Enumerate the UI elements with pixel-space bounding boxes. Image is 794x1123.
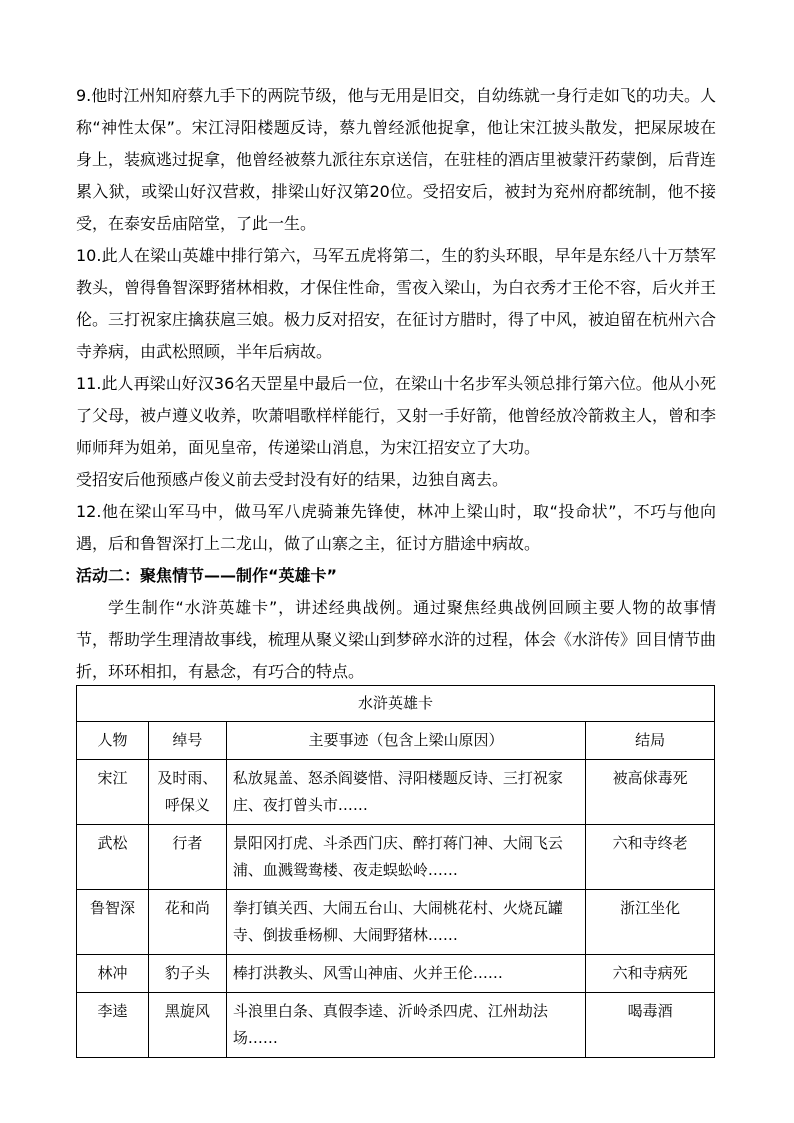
cell-character: 宋江: [77, 760, 149, 825]
cell-deeds: 棒打洪教头、风雪山神庙、火并王伦……: [226, 955, 585, 993]
document-body: [76, 80, 716, 688]
cell-ending: 六和寺终老: [586, 825, 715, 890]
table-row: [77, 993, 715, 1058]
header-ending: 结局: [586, 722, 715, 760]
table-header-row: [77, 722, 715, 760]
cell-deeds: 私放晁盖、怒杀阎婆惜、浔阳楼题反诗、三打祝家庄、夜打曾头市……: [226, 760, 585, 825]
cell-ending: 六和寺病死: [586, 955, 715, 993]
table-row: [77, 825, 715, 890]
table-caption: 水浒英雄卡: [77, 686, 715, 722]
header-deeds: 主要事迹（包含上梁山原因）: [226, 722, 585, 760]
cell-character: 林冲: [77, 955, 149, 993]
cell-nickname: 行者: [148, 825, 226, 890]
cell-deeds: 拳打镇关西、大闹五台山、大闹桃花村、火烧瓦罐寺、倒拔垂杨柳、大闹野猪林……: [226, 890, 585, 955]
table-row: [77, 890, 715, 955]
cell-deeds: 斗浪里白条、真假李逵、沂岭杀四虎、江州劫法场……: [226, 993, 585, 1058]
cell-ending: 喝毒酒: [586, 993, 715, 1058]
paragraph-11: 11.此人再梁山好汉36名天罡星中最后一位，在梁山十名步军头领总排行第六位。他从小死了父母，被卢遵义收养，吹萧唱歌样样能行，又射一手好箭，他曾经放冷箭救主人，曾和李师师拜为姐弟，面见皇帝，传递梁山消息，为宋江招安立了大功。: [76, 374, 717, 457]
cell-deeds: 景阳冈打虎、斗杀西门庆、醉打蒋门神、大闹飞云浦、血溅鸳鸯楼、夜走蜈蚣岭……: [226, 825, 585, 890]
header-character: 人物: [77, 722, 149, 760]
paragraph-9: 9.他时江州知府蔡九手下的两院节级，他与无用是旧交，自幼练就一身行走如飞的功夫。人称“神性太保”。宋江浔阳楼题反诗，蔡九曾经派他捉拿，他让宋江披头散发，把屎尿坡在身上，装疯逃过捉拿，他曾经被蔡九派往东京送信，在驻桂的酒店里被蒙汗药蒙倒，后背连累入狱，或梁山好汉营救，排梁山好汉第20位。受招安后，被封为兖州府都统制，他不接受，在泰安岳庙陪堂，了此一生。: [76, 86, 717, 233]
cell-ending: 浙江坐化: [586, 890, 715, 955]
activity-heading: 活动二：聚焦情节——制作“英雄卡”: [76, 566, 338, 585]
header-nickname: 绰号: [148, 722, 226, 760]
cell-nickname: 及时雨、呼保义: [148, 760, 226, 825]
paragraph-10: 10.此人在梁山英雄中排行第六，马军五虎将第二，生的豹头环眼，早年是东经八十万禁军教头，曾得鲁智深野猪林相救，才保住性命，雪夜入梁山，为白衣秀才王伦不容，后火并王伦。三打祝家庄擒获扈三娘。极力反对招安，在征讨方腊时，得了中风，被迫留在杭州六合寺养病，由武松照顾，半年后病故。: [76, 246, 717, 361]
cell-nickname: 黑旋风: [148, 993, 226, 1058]
cell-character: 李逵: [77, 993, 149, 1058]
table-caption-row: [77, 686, 715, 722]
paragraph-12: 12.他在梁山军马中，做马军八虎骑兼先锋使，林冲上梁山时，取“投命状”，不巧与他向遇，后和鲁智深打上二龙山，做了山寨之主，征讨方腊途中病故。: [76, 502, 716, 553]
hero-card-table: [76, 685, 715, 1058]
activity-intro: 学生制作“水浒英雄卡”，讲述经典战例。通过聚焦经典战例回顾主要人物的故事情节，帮助学生理清故事线，梳理从聚义梁山到梦碎水浒的过程，体会《水浒传》回目情节曲折，环环相扣，有悬念，有巧合的特点。: [76, 598, 717, 681]
cell-character: 鲁智深: [77, 890, 149, 955]
cell-character: 武松: [77, 825, 149, 890]
cell-nickname: 豹子头: [148, 955, 226, 993]
paragraph-11-continued: 受招安后他预感卢俊义前去受封没有好的结果，边独自离去。: [76, 470, 509, 489]
cell-ending: 被高俅毒死: [586, 760, 715, 825]
cell-nickname: 花和尚: [148, 890, 226, 955]
table-row: [77, 760, 715, 825]
table-row: [77, 955, 715, 993]
